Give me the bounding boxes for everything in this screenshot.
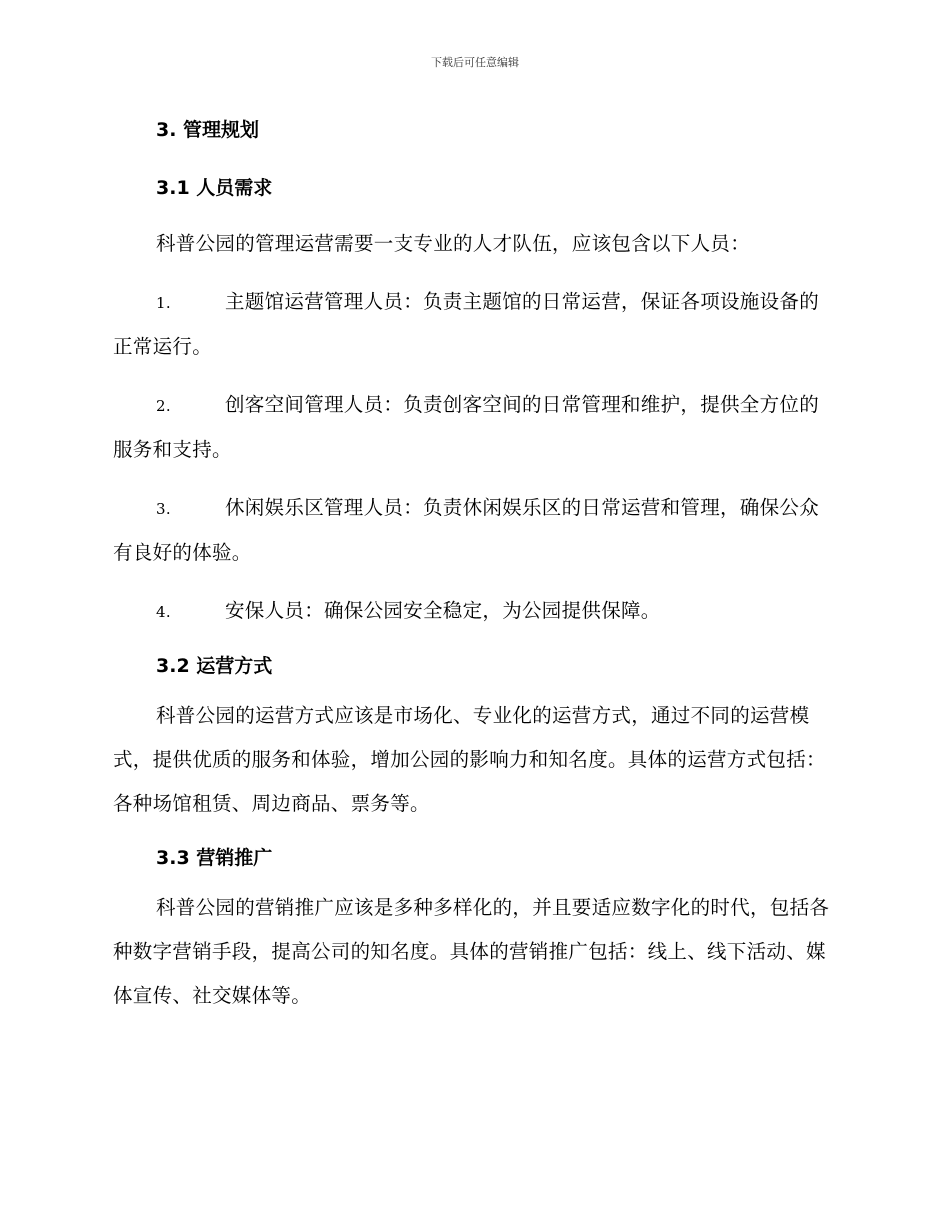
header-note: 下载后可任意编辑: [431, 56, 519, 69]
list-item: [113, 280, 833, 369]
operation-body: 科普公园的运营方式应该是市场化、专业化的运营方式，通过不同的运营模式，提供优质的服务和体验，增加公园的影响力和知名度。具体的运营方式包括：各种场馆租赁、周边商品、票务等。: [113, 704, 826, 815]
marketing-body: 科普公园的营销推广应该是多种多样化的，并且要适应数字化的时代，包括各种数字营销手段，提高公司的知名度。具体的营销推广包括：线上、线下活动、媒体宣传、社交媒体等。: [113, 896, 830, 1007]
operation-title: 3.2 运营方式: [156, 655, 273, 677]
list-item: [113, 589, 833, 634]
document-body: [113, 108, 833, 1018]
list-item-number: 3.: [156, 500, 171, 518]
staffing-intro: 科普公园的管理运营需要一支专业的人才队伍，应该包含以下人员：: [156, 232, 751, 255]
list-item: [113, 383, 833, 472]
list-item-number: 1.: [156, 294, 171, 312]
list-item-text: 创客空间管理人员：负责创客空间的日常管理和维护，提供全方位的服务和支持。: [113, 393, 820, 461]
staffing-title: 3.1 人员需求: [156, 177, 273, 199]
staff-list: [113, 280, 833, 634]
list-item-text: 主题馆运营管理人员：负责主题馆的日常运营，保证各项设施设备的正常运行。: [113, 290, 820, 358]
list-item-number: 2.: [156, 397, 171, 415]
list-item: [113, 486, 833, 575]
list-item-text: 休闲娱乐区管理人员：负责休闲娱乐区的日常运营和管理，确保公众有良好的体验。: [113, 496, 820, 564]
list-item-text: 安保人员：确保公园安全稳定，为公园提供保障。: [225, 599, 661, 622]
section-title: 3. 管理规划: [156, 119, 260, 141]
list-item-number: 4.: [156, 603, 171, 621]
marketing-title: 3.3 营销推广: [156, 847, 273, 869]
